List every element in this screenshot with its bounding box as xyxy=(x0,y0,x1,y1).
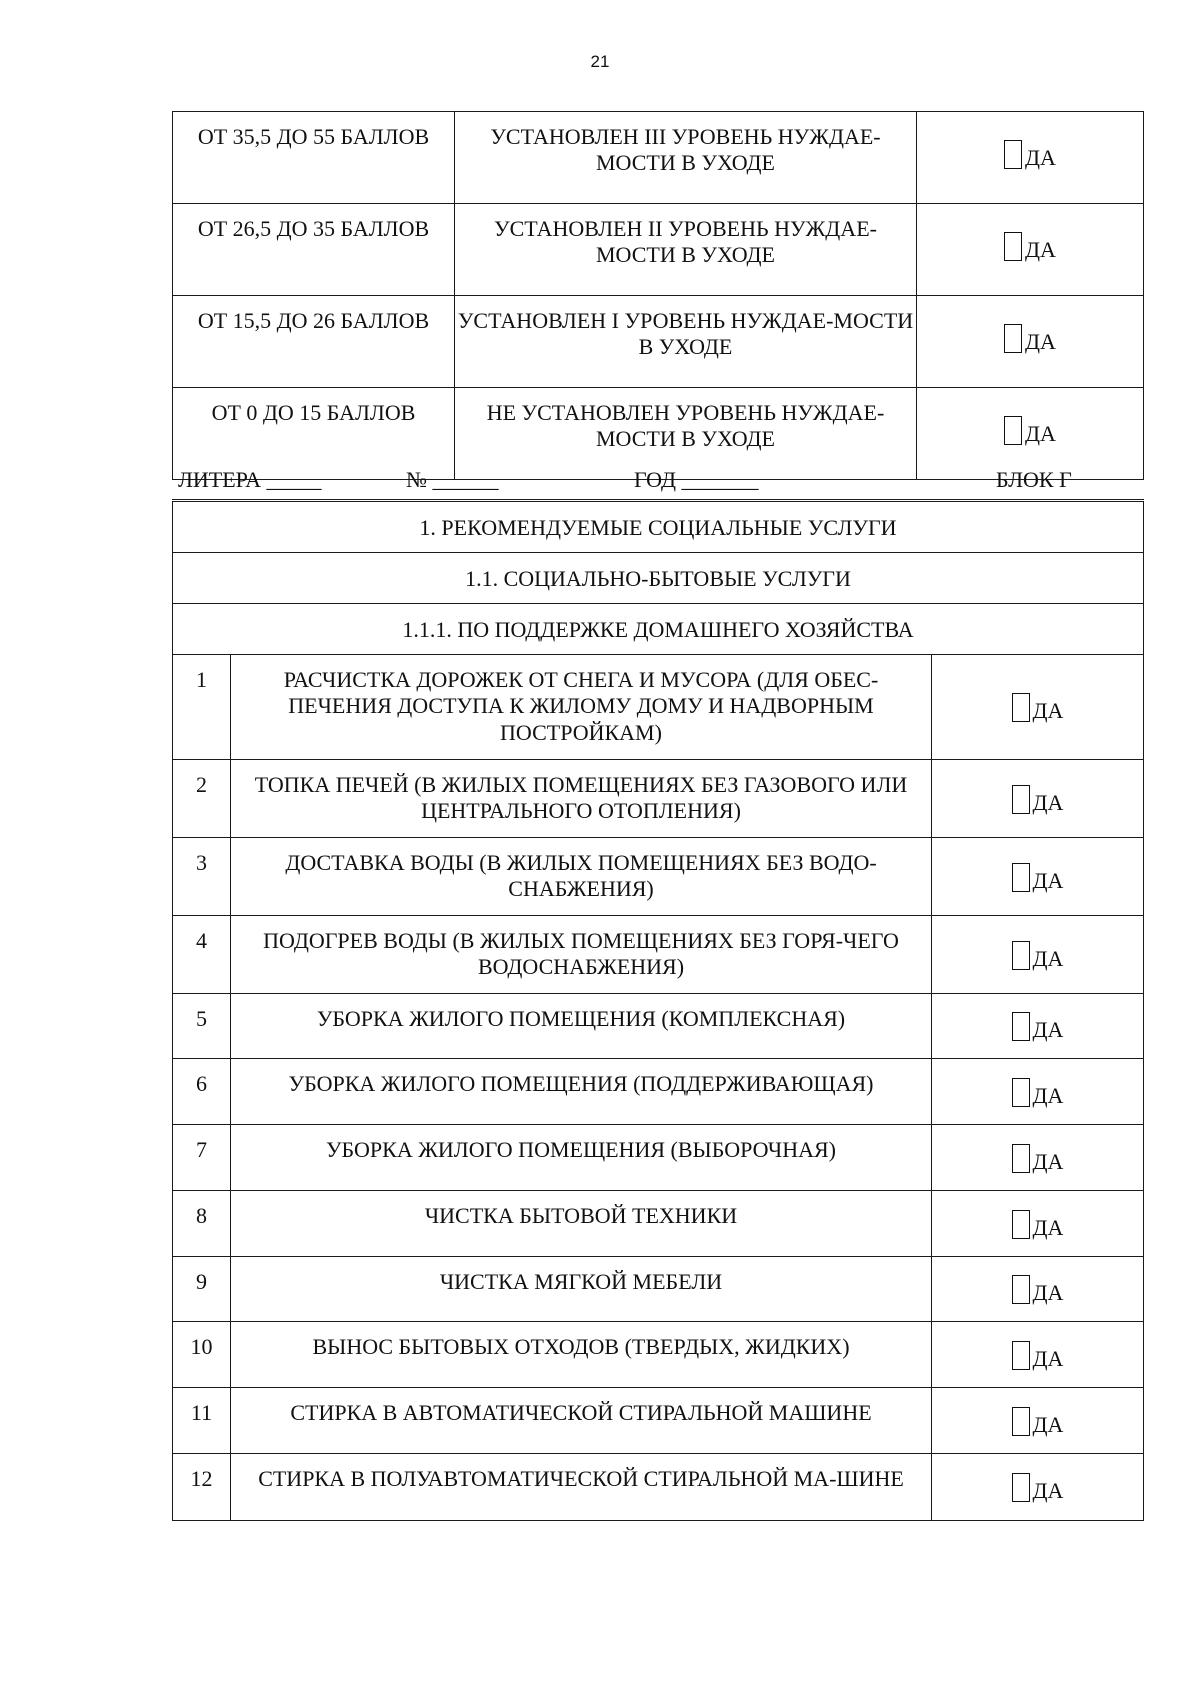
row-number: 10 xyxy=(173,1322,231,1388)
service-name: ЧИСТКА МЯГКОЙ МЕБЕЛИ xyxy=(231,1257,932,1322)
yes-cell xyxy=(932,994,1144,1059)
section-title: 1. РЕКОМЕНДУЕМЫЕ СОЦИАЛЬНЫЕ УСЛУГИ xyxy=(173,502,1144,553)
yes-checkbox[interactable] xyxy=(1004,140,1022,169)
row-number: 3 xyxy=(173,838,231,916)
subsection-row xyxy=(173,553,1144,604)
yes-label: ДА xyxy=(1032,698,1064,724)
yes-checkbox[interactable] xyxy=(1012,1341,1030,1370)
yes-label: ДА xyxy=(1032,1082,1064,1108)
yes-checkbox[interactable] xyxy=(1004,232,1022,261)
table-row xyxy=(173,838,1144,916)
yes-cell xyxy=(932,1322,1144,1388)
yes-cell xyxy=(932,1059,1144,1125)
yes-checkbox[interactable] xyxy=(1012,863,1030,892)
score-range: ОТ 0 ДО 15 БАЛЛОВ xyxy=(173,388,455,480)
table-row xyxy=(173,655,1144,760)
service-name: СТИРКА В ПОЛУАВТОМАТИЧЕСКОЙ СТИРАЛЬНОЙ МА-ШИНЕ xyxy=(231,1454,932,1521)
yes-cell xyxy=(932,838,1144,916)
yes-checkbox[interactable] xyxy=(1012,1275,1030,1304)
yes-label: ДА xyxy=(1032,789,1064,815)
yes-checkbox[interactable] xyxy=(1012,693,1030,722)
yes-cell xyxy=(932,1257,1144,1322)
yes-cell xyxy=(932,916,1144,994)
year-field[interactable]: ГОД _______ xyxy=(634,467,759,492)
yes-cell xyxy=(932,655,1144,760)
yes-checkbox[interactable] xyxy=(1004,416,1022,445)
table-row xyxy=(173,760,1144,838)
section-row xyxy=(173,502,1144,553)
block-label: БЛОК Г xyxy=(996,467,1072,492)
service-name: ЧИСТКА БЫТОВОЙ ТЕХНИКИ xyxy=(231,1191,932,1257)
number-field[interactable]: № ______ xyxy=(406,467,499,492)
service-name: ВЫНОС БЫТОВЫХ ОТХОДОВ (ТВЕРДЫХ, ЖИДКИХ) xyxy=(231,1322,932,1388)
yes-checkbox[interactable] xyxy=(1012,941,1030,970)
row-number: 8 xyxy=(173,1191,231,1257)
yes-label: ДА xyxy=(1025,328,1056,354)
yes-label: ДА xyxy=(1032,945,1064,971)
yes-label: ДА xyxy=(1032,1345,1064,1371)
yes-checkbox[interactable] xyxy=(1012,1144,1030,1173)
row-number: 1 xyxy=(173,655,231,760)
litera-field[interactable]: ЛИТЕРА _____ xyxy=(178,467,322,492)
table-row xyxy=(173,112,1144,204)
yes-label: ДА xyxy=(1025,420,1056,446)
group-row xyxy=(173,604,1144,655)
service-name: УБОРКА ЖИЛОГО ПОМЕЩЕНИЯ (ПОДДЕРЖИВАЮЩАЯ) xyxy=(231,1059,932,1125)
services-table xyxy=(172,501,1144,1521)
row-number: 9 xyxy=(173,1257,231,1322)
service-name: ПОДОГРЕВ ВОДЫ (В ЖИЛЫХ ПОМЕЩЕНИЯХ БЕЗ ГОРЯ-ЧЕГО ВОДОСНАБЖЕНИЯ) xyxy=(231,916,932,994)
score-range: ОТ 15,5 ДО 26 БАЛЛОВ xyxy=(173,296,455,388)
service-name: УБОРКА ЖИЛОГО ПОМЕЩЕНИЯ (КОМПЛЕКСНАЯ) xyxy=(231,994,932,1059)
table-row xyxy=(173,1454,1144,1521)
yes-label: ДА xyxy=(1032,1280,1064,1306)
table-row xyxy=(173,1191,1144,1257)
table-row xyxy=(173,296,1144,388)
care-level: НЕ УСТАНОВЛЕН УРОВЕНЬ НУЖДАЕ-МОСТИ В УХОДЕ xyxy=(455,388,917,480)
row-number: 7 xyxy=(173,1125,231,1191)
row-number: 2 xyxy=(173,760,231,838)
service-name: СТИРКА В АВТОМАТИЧЕСКОЙ СТИРАЛЬНОЙ МАШИНЕ xyxy=(231,1388,932,1454)
yes-label: ДА xyxy=(1025,236,1056,262)
yes-cell xyxy=(932,1125,1144,1191)
table-row xyxy=(173,1322,1144,1388)
group-title: 1.1.1. ПО ПОДДЕРЖКЕ ДОМАШНЕГО ХОЗЯЙСТВА xyxy=(173,604,1144,655)
score-range: ОТ 35,5 ДО 55 БАЛЛОВ xyxy=(173,112,455,204)
row-number: 5 xyxy=(173,994,231,1059)
table-row xyxy=(173,1125,1144,1191)
subsection-title: 1.1. СОЦИАЛЬНО-БЫТОВЫЕ УСЛУГИ xyxy=(173,553,1144,604)
yes-checkbox[interactable] xyxy=(1012,1012,1030,1041)
service-name: ТОПКА ПЕЧЕЙ (В ЖИЛЫХ ПОМЕЩЕНИЯХ БЕЗ ГАЗОВОГО ИЛИ ЦЕНТРАЛЬНОГО ОТОПЛЕНИЯ) xyxy=(231,760,932,838)
table-row xyxy=(173,994,1144,1059)
yes-checkbox[interactable] xyxy=(1012,785,1030,814)
yes-checkbox[interactable] xyxy=(1012,1473,1030,1502)
yes-label: ДА xyxy=(1032,1411,1064,1437)
care-level-table xyxy=(172,111,1144,480)
page-number: 21 xyxy=(590,52,610,71)
yes-checkbox[interactable] xyxy=(1012,1407,1030,1436)
yes-cell xyxy=(932,1388,1144,1454)
yes-label: ДА xyxy=(1032,867,1064,893)
yes-checkbox[interactable] xyxy=(1012,1210,1030,1239)
service-name: ДОСТАВКА ВОДЫ (В ЖИЛЫХ ПОМЕЩЕНИЯХ БЕЗ ВОДО-СНАБЖЕНИЯ) xyxy=(231,838,932,916)
care-level: УСТАНОВЛЕН II УРОВЕНЬ НУЖДАЕ-МОСТИ В УХОДЕ xyxy=(455,204,917,296)
yes-cell xyxy=(917,204,1144,296)
yes-label: ДА xyxy=(1032,1148,1064,1174)
table-row xyxy=(173,1059,1144,1125)
yes-cell xyxy=(917,112,1144,204)
row-number: 11 xyxy=(173,1388,231,1454)
score-range: ОТ 26,5 ДО 35 БАЛЛОВ xyxy=(173,204,455,296)
table-row xyxy=(173,1388,1144,1454)
yes-cell xyxy=(917,296,1144,388)
yes-cell xyxy=(932,1191,1144,1257)
yes-cell xyxy=(932,760,1144,838)
row-number: 4 xyxy=(173,916,231,994)
care-level: УСТАНОВЛЕН III УРОВЕНЬ НУЖДАЕ-МОСТИ В УХОДЕ xyxy=(455,112,917,204)
service-name: РАСЧИСТКА ДОРОЖЕК ОТ СНЕГА И МУСОРА (ДЛЯ ОБЕС-ПЕЧЕНИЯ ДОСТУПА К ЖИЛОМУ ДОМУ И НАДВОРНЫМ ПОСТРОЙКАМ) xyxy=(231,655,932,760)
yes-checkbox[interactable] xyxy=(1012,1078,1030,1107)
row-number: 6 xyxy=(173,1059,231,1125)
yes-label: ДА xyxy=(1025,144,1056,170)
yes-checkbox[interactable] xyxy=(1004,324,1022,353)
service-name: УБОРКА ЖИЛОГО ПОМЕЩЕНИЯ (ВЫБОРОЧНАЯ) xyxy=(231,1125,932,1191)
yes-label: ДА xyxy=(1032,1214,1064,1240)
table-row xyxy=(173,1257,1144,1322)
yes-label: ДА xyxy=(1032,1478,1064,1504)
table-row xyxy=(173,204,1144,296)
table-row xyxy=(173,916,1144,994)
care-level: УСТАНОВЛЕН I УРОВЕНЬ НУЖДАЕ-МОСТИ В УХОДЕ xyxy=(455,296,917,388)
yes-cell xyxy=(932,1454,1144,1521)
block-header xyxy=(172,459,1144,500)
row-number: 12 xyxy=(173,1454,231,1521)
yes-label: ДА xyxy=(1032,1017,1064,1043)
